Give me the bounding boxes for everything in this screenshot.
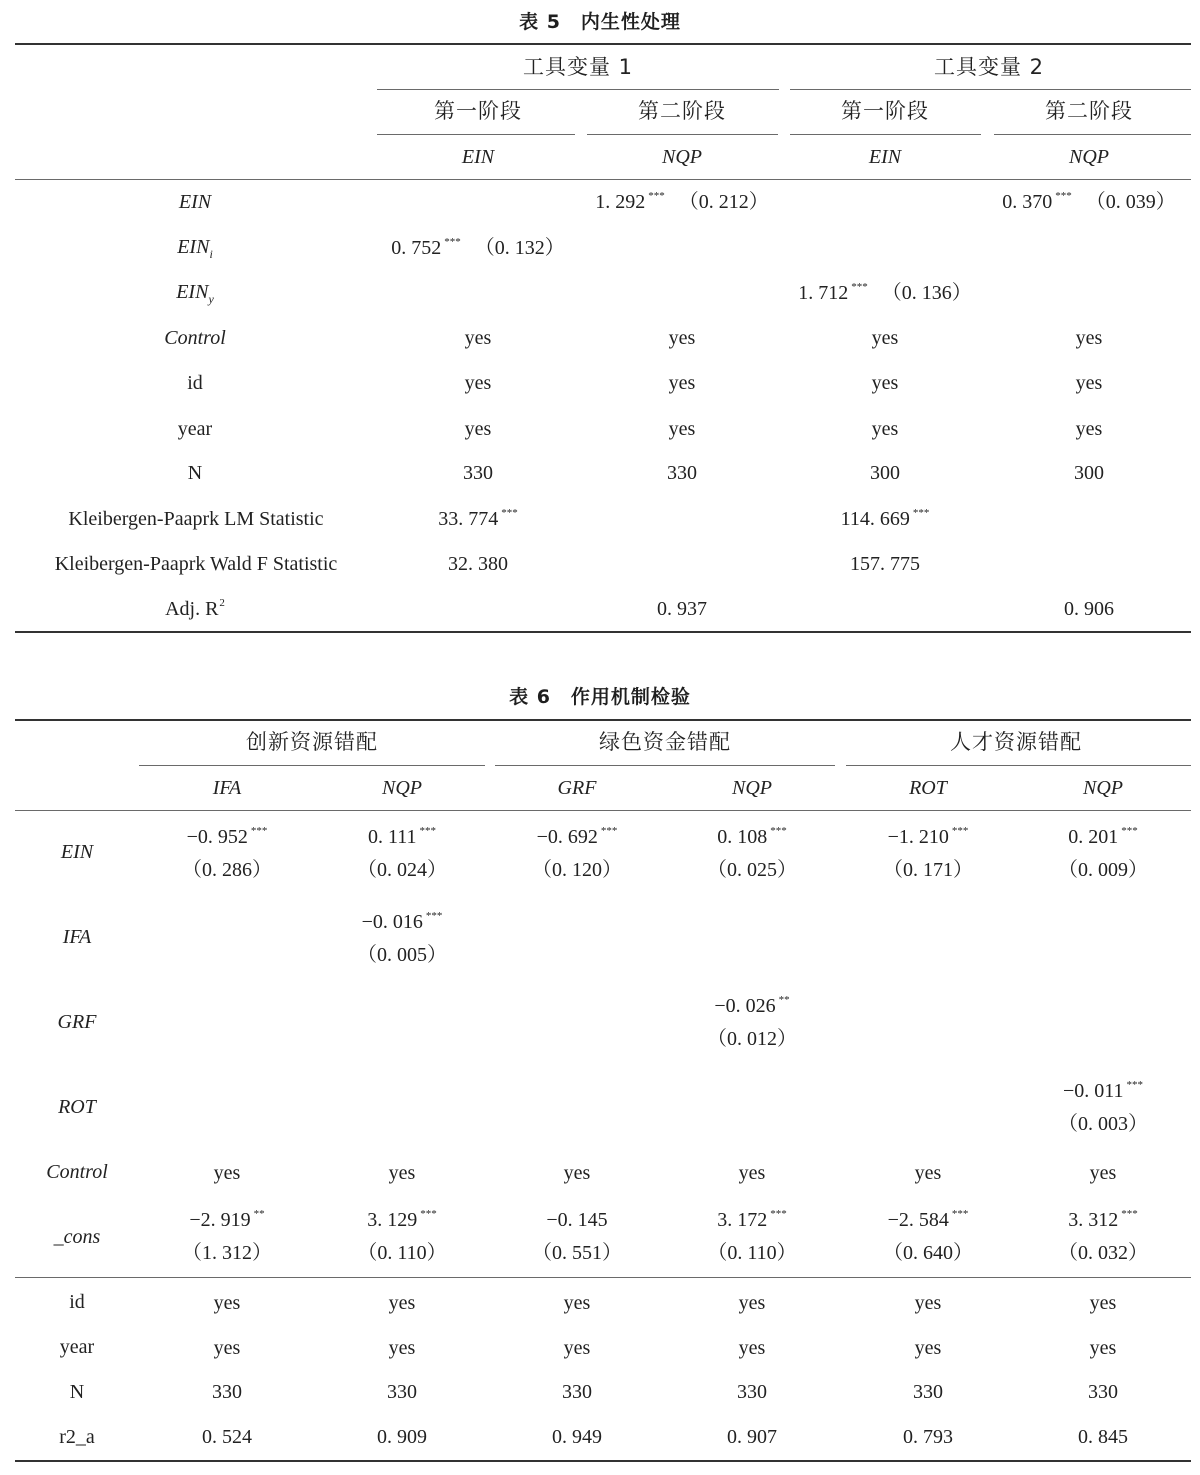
t6-cons-coef-col3: −0. 145 — [546, 1209, 608, 1231]
t5-id-col3: yes — [871, 372, 899, 394]
t6-ein-se-col4: （0. 025） — [707, 859, 797, 881]
t6-r2a-col3: 0. 949 — [552, 1426, 602, 1448]
t6-ein-coef-col3: −0. 692 *** — [536, 825, 618, 848]
t6-control-col4: yes — [738, 1162, 766, 1184]
t5-control-col4: yes — [1075, 327, 1103, 349]
t6-row-label-grf: GRF — [57, 1011, 97, 1033]
t5-row-label-id: id — [187, 372, 203, 394]
t6-middle-rule — [15, 1277, 1191, 1278]
t6-id-col2: yes — [388, 1292, 416, 1314]
table6-bottom-rule — [15, 1460, 1191, 1462]
t6-group1-header: 创新资源错配 — [246, 730, 378, 754]
t6-cons-se-col6: （0. 032） — [1058, 1242, 1148, 1264]
t6-n-col4: 330 — [737, 1381, 767, 1403]
t6-cons-coef-col1: −2. 919 ** — [189, 1208, 265, 1231]
t6-group3-rule — [846, 765, 1191, 766]
t5-stage-rule-1 — [377, 134, 575, 135]
t5-dv-4: NQP — [1069, 146, 1109, 168]
table5-title: 表 5 内生性处理 — [519, 11, 681, 33]
t6-r2a-col6: 0. 845 — [1078, 1426, 1128, 1448]
t6-group2-header: 绿色资金错配 — [599, 730, 731, 754]
t6-cons-se-col4: （0. 110） — [707, 1242, 797, 1264]
t6-id-col3: yes — [563, 1292, 591, 1314]
t6-r2a-col2: 0. 909 — [377, 1426, 427, 1448]
t5-dv-3: EIN — [868, 146, 902, 168]
t6-dv-1: IFA — [212, 777, 242, 799]
t6-year-col2: yes — [388, 1337, 416, 1359]
t6-rot-se-col6: （0. 003） — [1058, 1113, 1148, 1135]
t6-row-label-control: Control — [46, 1161, 108, 1183]
t6-r2a-col4: 0. 907 — [727, 1426, 777, 1448]
t6-ifa-se-col2: （0. 005） — [357, 944, 447, 966]
t5-stage-rule-3 — [790, 134, 981, 135]
t6-ein-se-col6: （0. 009） — [1058, 859, 1148, 881]
table6-title: 表 6 作用机制检验 — [509, 686, 691, 708]
t5-stage-rule-2 — [587, 134, 778, 135]
t6-cons-coef-col2: 3. 129 *** — [367, 1208, 437, 1231]
t6-cons-se-col1: （1. 312） — [182, 1242, 272, 1264]
t5-year-col4: yes — [1075, 418, 1103, 440]
t6-row-label-n: N — [69, 1381, 85, 1403]
t5-kp-wald-value-1: 32. 380 — [448, 553, 508, 575]
t5-n-col4: 300 — [1074, 462, 1104, 484]
t6-cons-se-col3: （0. 551） — [532, 1242, 622, 1264]
t5-row-label-adj-r2: Adj. $R^2$ — [165, 597, 225, 620]
t6-cons-coef-col5: −2. 584 *** — [887, 1208, 969, 1231]
t5-kp-lm-value-1: 33. 774 *** — [438, 507, 518, 530]
t6-group2-rule — [495, 765, 835, 766]
t5-stage1-header-1: 第一阶段 — [434, 99, 522, 123]
t6-ifa-coef-col2: −0. 016 *** — [361, 910, 443, 933]
t6-year-col3: yes — [563, 1337, 591, 1359]
t5-n-col1: 330 — [463, 462, 493, 484]
t6-n-col5: 330 — [913, 1381, 943, 1403]
t5-dv-2: NQP — [662, 146, 702, 168]
t6-control-col1: yes — [213, 1162, 241, 1184]
t5-row-label-control: Control — [164, 327, 226, 349]
t6-grf-coef-col4: −0. 026 ** — [714, 994, 790, 1017]
t6-r2a-col1: 0. 524 — [202, 1426, 252, 1448]
t5-ein-coef-col2: 1. 292 *** （0. 212） — [595, 190, 769, 213]
t6-cons-coef-col6: 3. 312 *** — [1068, 1208, 1138, 1231]
t5-group2-rule — [790, 89, 1191, 90]
t6-cons-se-col2: （0. 110） — [357, 1242, 447, 1264]
t5-ein-coef-col4: 0. 370 *** （0. 039） — [1002, 190, 1176, 213]
t5-ein-y-coef-col3: 1. 712 *** （0. 136） — [798, 281, 972, 304]
t6-ein-coef-col4: 0. 108 *** — [717, 825, 787, 848]
t5-year-col1: yes — [464, 418, 492, 440]
t6-n-col2: 330 — [387, 1381, 417, 1403]
t5-row-label-ein-y: $EIN_y$ — [176, 281, 214, 306]
t6-rot-coef-col6: −0. 011 *** — [1062, 1079, 1144, 1102]
t5-row-label-ein: EIN — [178, 191, 212, 213]
t6-row-label-id: id — [69, 1291, 85, 1313]
t5-row-label-kp-lm: Kleibergen-Paaprk LM Statistic — [68, 508, 324, 530]
t6-year-col5: yes — [914, 1337, 942, 1359]
t5-group2-header: 工具变量 2 — [933, 55, 1045, 79]
t6-cons-coef-col4: 3. 172 *** — [717, 1208, 787, 1231]
t5-n-col2: 330 — [667, 462, 697, 484]
t6-r2a-col5: 0. 793 — [903, 1426, 953, 1448]
t6-ein-coef-col1: −0. 952 *** — [186, 825, 268, 848]
t5-adj-r2-col2: 0. 937 — [657, 598, 707, 620]
t5-year-col3: yes — [871, 418, 899, 440]
t5-control-col1: yes — [464, 327, 492, 349]
t6-row-label-ein: EIN — [60, 841, 94, 863]
t6-id-col4: yes — [738, 1292, 766, 1314]
t5-id-col4: yes — [1075, 372, 1103, 394]
t6-year-col1: yes — [213, 1337, 241, 1359]
t5-row-label-ein-i: $EIN_i$ — [177, 236, 213, 261]
t5-kp-lm-value-2: 114. 669 *** — [840, 507, 930, 530]
t6-id-col6: yes — [1089, 1292, 1117, 1314]
t5-control-col3: yes — [871, 327, 899, 349]
t5-n-col3: 300 — [870, 462, 900, 484]
t6-id-col5: yes — [914, 1292, 942, 1314]
t6-row-label-cons: _cons — [53, 1226, 101, 1248]
t5-kp-wald-value-2: 157. 775 — [850, 553, 920, 575]
t5-dv-1: EIN — [461, 146, 495, 168]
t5-control-col2: yes — [668, 327, 696, 349]
t6-year-col4: yes — [738, 1337, 766, 1359]
t6-cons-se-col5: （0. 640） — [883, 1242, 973, 1264]
t6-n-col1: 330 — [212, 1381, 242, 1403]
t6-row-label-r2a: r2_a — [59, 1426, 95, 1448]
t6-dv-5: ROT — [909, 777, 947, 799]
t6-header-rule — [15, 810, 1191, 811]
t5-row-label-year: year — [177, 418, 213, 440]
table6-top-rule — [15, 719, 1191, 721]
t5-id-col1: yes — [464, 372, 492, 394]
t5-row-label-n: N — [187, 462, 203, 484]
t6-control-col5: yes — [914, 1162, 942, 1184]
t6-grf-se-col4: （0. 012） — [707, 1028, 797, 1050]
t6-group3-header: 人才资源错配 — [950, 730, 1082, 754]
table5-bottom-rule — [15, 631, 1191, 633]
t6-row-label-rot: ROT — [58, 1096, 96, 1118]
t5-stage-rule-4 — [994, 134, 1191, 135]
t6-n-col6: 330 — [1088, 1381, 1118, 1403]
t6-year-col6: yes — [1089, 1337, 1117, 1359]
t6-row-label-year: year — [59, 1336, 95, 1358]
t6-dv-6: NQP — [1083, 777, 1123, 799]
t5-ein-i-coef-col1: 0. 752 *** （0. 132） — [391, 236, 565, 259]
t6-group1-rule — [139, 765, 485, 766]
t6-control-col3: yes — [563, 1162, 591, 1184]
t6-control-col6: yes — [1089, 1162, 1117, 1184]
t5-stage1-header-2: 第一阶段 — [841, 99, 929, 123]
t6-id-col1: yes — [213, 1292, 241, 1314]
t5-row-label-kp-wald: Kleibergen-Paaprk Wald F Statistic — [54, 553, 338, 575]
t5-id-col2: yes — [668, 372, 696, 394]
t5-group1-header: 工具变量 1 — [522, 55, 634, 79]
t6-ein-se-col5: （0. 171） — [883, 859, 973, 881]
t5-year-col2: yes — [668, 418, 696, 440]
t5-adj-r2-col4: 0. 906 — [1064, 598, 1114, 620]
t6-dv-2: NQP — [382, 777, 422, 799]
t6-dv-4: NQP — [732, 777, 772, 799]
t5-stage2-header-1: 第二阶段 — [638, 99, 726, 123]
t6-ein-se-col2: （0. 024） — [357, 859, 447, 881]
t5-header-rule — [15, 179, 1191, 180]
t5-group1-rule — [377, 89, 779, 90]
t6-ein-se-col3: （0. 120） — [532, 859, 622, 881]
t6-ein-se-col1: （0. 286） — [182, 859, 272, 881]
t6-ein-coef-col6: 0. 201 *** — [1068, 825, 1138, 848]
t6-dv-3: GRF — [557, 777, 597, 799]
t6-ein-coef-col2: 0. 111 *** — [367, 825, 436, 848]
table5-top-rule — [15, 43, 1191, 45]
t6-n-col3: 330 — [562, 1381, 592, 1403]
t6-row-label-ifa: IFA — [62, 926, 92, 948]
t6-control-col2: yes — [388, 1162, 416, 1184]
t5-stage2-header-2: 第二阶段 — [1045, 99, 1133, 123]
t6-ein-coef-col5: −1. 210 *** — [887, 825, 969, 848]
